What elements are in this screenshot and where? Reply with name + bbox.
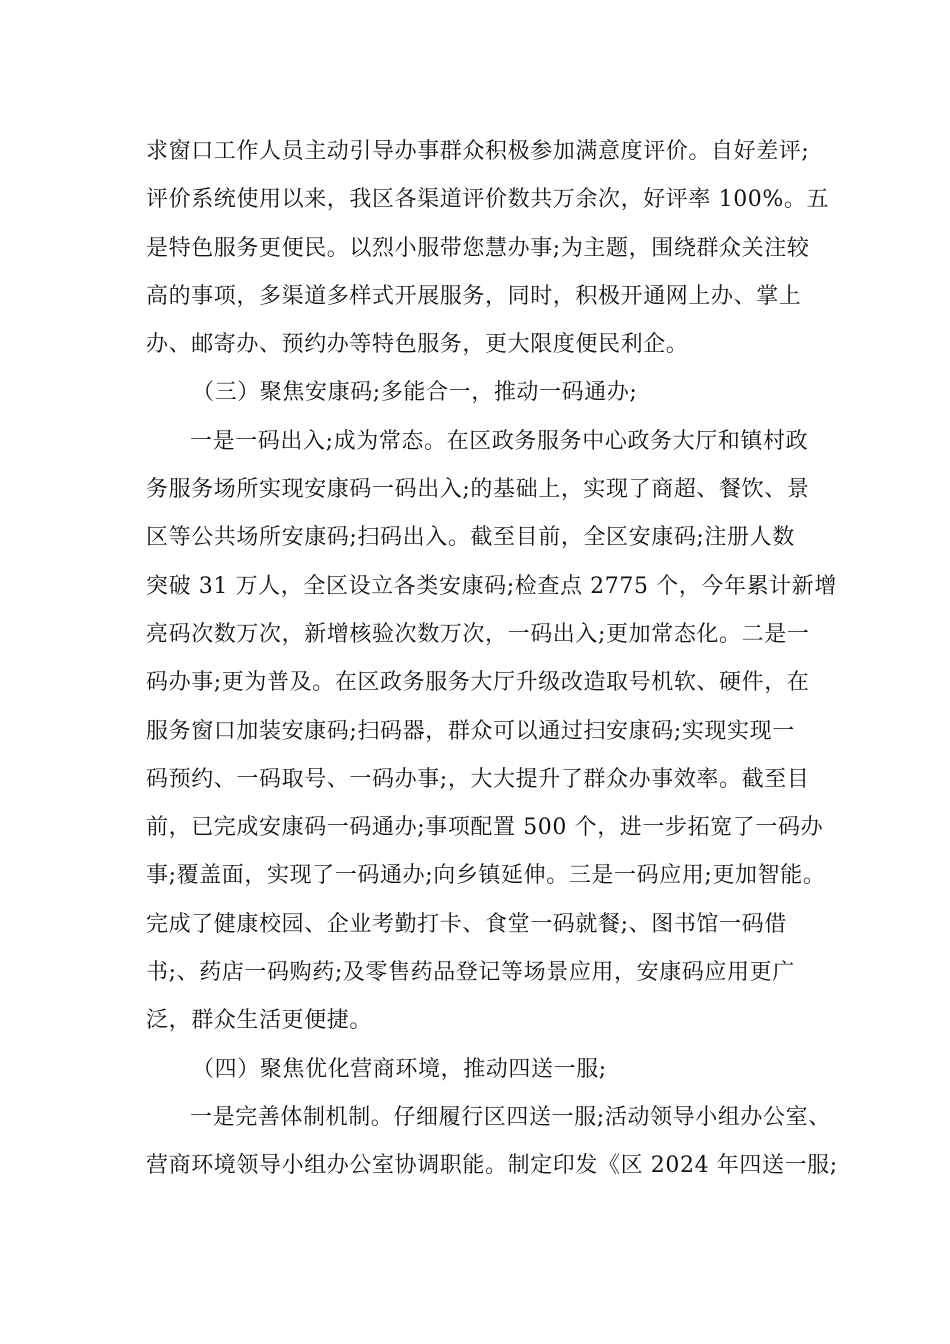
section-heading-3: （三）聚焦安康码;多能合一，推动一码通办; bbox=[192, 380, 638, 406]
paragraph-line: 是特色服务更便民。以烈小服带您慧办事;为主题，围绕群众关注较 bbox=[146, 235, 810, 261]
paragraph-line: 高的事项，多渠道多样式开展服务，同时，积极开通网上办、掌上 bbox=[146, 283, 802, 309]
paragraph-line: 码办事;更为普及。在区政务服务大厅升级改造取号机软、硬件，在 bbox=[146, 670, 810, 696]
paragraph-line: 一是一码出入;成为常态。在区政务服务中心政务大厅和镇村政 bbox=[190, 428, 809, 454]
paragraph-line: 码预约、一码取号、一码办事;，大大提升了群众办事效率。截至目 bbox=[146, 766, 810, 792]
paragraph-line: 服务窗口加装安康码;扫码器，群众可以通过扫安康码;实现实现一 bbox=[146, 718, 795, 744]
paragraph-line: 完成了健康校园、企业考勤打卡、食堂一码就餐;、图书馆一码借 bbox=[146, 911, 787, 937]
paragraph-line: 区等公共场所安康码;扫码出入。截至目前，全区安康码;注册人数 bbox=[146, 525, 795, 551]
paragraph-line: 办、邮寄办、预约办等特色服务，更大限度便民利企。 bbox=[146, 332, 689, 358]
paragraph-line: 亮码次数万次，新增核验次数万次，一码出入;更加常态化。二是一 bbox=[146, 621, 810, 647]
paragraph-line: 书;、药店一码购药;及零售药品登记等场景应用，安康码应用更广 bbox=[146, 960, 795, 986]
paragraph-line: 前，已完成安康码一码通办;事项配置 500 个，进一步拓宽了一码办 bbox=[146, 815, 824, 841]
paragraph-line: 评价系统使用以来，我区各渠道评价数共万余次，好评率 100%。五 bbox=[146, 187, 830, 213]
document-body bbox=[146, 128, 836, 1191]
paragraph-line: 务服务场所实现安康码一码出入;的基础上，实现了商超、餐饮、景 bbox=[146, 477, 810, 503]
paragraph-line: 泛，群众生活更便捷。 bbox=[146, 1008, 373, 1034]
paragraph-line: 一是完善体制机制。仔细履行区四送一服;活动领导小组办公室、 bbox=[190, 1104, 831, 1130]
paragraph-line: 营商环境领导小组办公室协调职能。制定印发《区 2024 年四送一服; bbox=[146, 1153, 838, 1179]
paragraph-line: 突破 31 万人，全区设立各类安康码;检查点 2775 个，今年累计新增 bbox=[146, 573, 837, 599]
section-heading-4: （四）聚焦优化营商环境，推动四送一服; bbox=[192, 1056, 607, 1082]
paragraph-line: 求窗口工作人员主动引导办事群众积极参加满意度评价。自好差评; bbox=[146, 139, 810, 164]
paragraph-line: 事;覆盖面，实现了一码通办;向乡镇延伸。三是一码应用;更加智能。 bbox=[146, 863, 826, 889]
